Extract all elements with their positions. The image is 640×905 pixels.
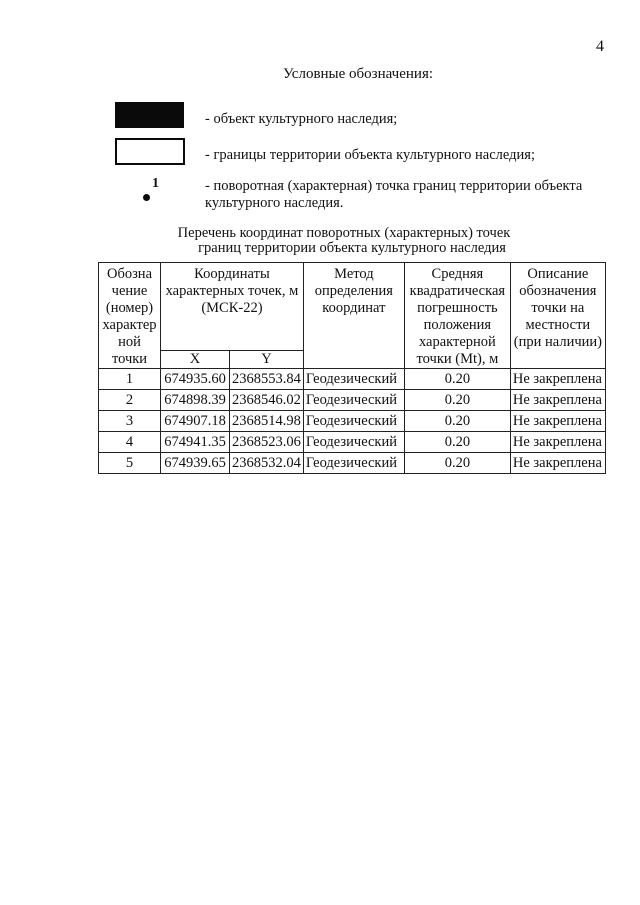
cell-method: Геодезический xyxy=(303,369,404,390)
cell-x: 674939.65 xyxy=(161,453,230,474)
cell-y: 2368523.06 xyxy=(230,432,304,453)
legend-item-heritage-object: - объект культурного наследия; xyxy=(205,111,398,127)
point-marker-icon xyxy=(143,194,150,201)
legend-item-turning-point: - поворотная (характерная) точка границ территории объекта культурного наследия. xyxy=(205,178,583,211)
cell-description: Не закреплена xyxy=(510,390,605,411)
list-heading-line1: Перечень координат поворотных (характерных) точек xyxy=(177,225,511,241)
table-row xyxy=(99,369,606,390)
header-description: Описание обозначения точки на местности (при наличии) xyxy=(510,263,605,369)
cell-description: Не закреплена xyxy=(510,411,605,432)
cell-error: 0.20 xyxy=(404,453,510,474)
cell-description: Не закреплена xyxy=(510,432,605,453)
legend-title-text: Условные обозначения: xyxy=(282,66,434,82)
cell-description: Не закреплена xyxy=(510,369,605,390)
cell-x: 674898.39 xyxy=(161,390,230,411)
cell-num: 3 xyxy=(99,411,161,432)
cell-error: 0.20 xyxy=(404,432,510,453)
cell-num: 1 xyxy=(99,369,161,390)
cell-y: 2368553.84 xyxy=(230,369,304,390)
header-y: Y xyxy=(230,351,304,369)
cell-method: Геодезический xyxy=(303,432,404,453)
heritage-object-swatch xyxy=(115,102,184,128)
header-error: Средняя квадратическая погрешность положения характерной точки (Mt), м xyxy=(404,263,510,369)
cell-num: 2 xyxy=(99,390,161,411)
table-row xyxy=(99,411,606,432)
table-row xyxy=(99,390,606,411)
cell-num: 4 xyxy=(99,432,161,453)
table-row xyxy=(99,453,606,474)
cell-num: 5 xyxy=(99,453,161,474)
cell-x: 674935.60 xyxy=(161,369,230,390)
legend-item-territory-border: - границы территории объекта культурного наследия; xyxy=(205,147,535,163)
cell-method: Геодезический xyxy=(303,453,404,474)
header-method: Метод определения координат xyxy=(303,263,404,369)
cell-x: 674907.18 xyxy=(161,411,230,432)
cell-description: Не закреплена xyxy=(510,453,605,474)
cell-y: 2368546.02 xyxy=(230,390,304,411)
coordinates-list-heading xyxy=(0,226,640,256)
cell-error: 0.20 xyxy=(404,390,510,411)
cell-method: Геодезический xyxy=(303,390,404,411)
territory-border-swatch xyxy=(115,138,185,165)
legend-title xyxy=(0,66,640,83)
cell-method: Геодезический xyxy=(303,411,404,432)
coordinates-table xyxy=(98,262,606,474)
cell-x: 674941.35 xyxy=(161,432,230,453)
cell-y: 2368514.98 xyxy=(230,411,304,432)
cell-error: 0.20 xyxy=(404,369,510,390)
table-row xyxy=(99,432,606,453)
cell-error: 0.20 xyxy=(404,411,510,432)
cell-y: 2368532.04 xyxy=(230,453,304,474)
list-heading-line2: границ территории объекта культурного наследия xyxy=(198,240,506,256)
header-designation: Обозна чение (номер) характер ной точки xyxy=(99,263,161,369)
header-coordinates: Координаты характерных точек, м (МСК-22) xyxy=(161,263,304,351)
page-number: 4 xyxy=(596,38,604,55)
point-marker-label: 1 xyxy=(152,176,159,191)
header-x: X xyxy=(161,351,230,369)
